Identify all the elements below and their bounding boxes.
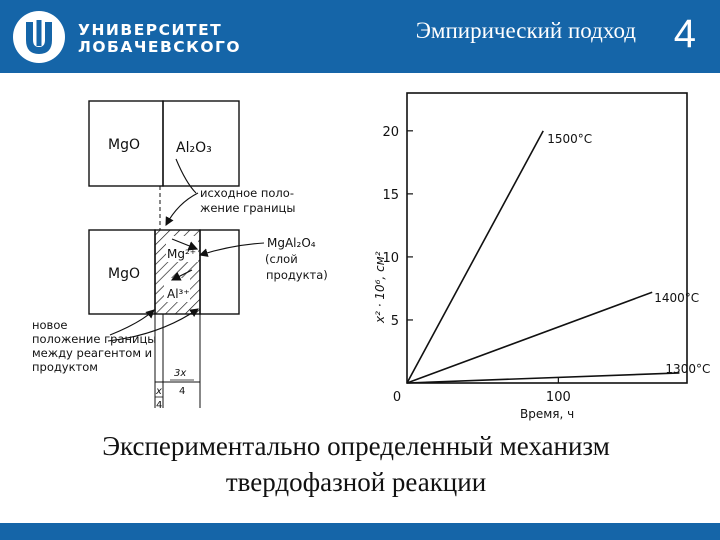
product-label-line3: продукта) — [266, 268, 328, 282]
initial-boundary-label-line1: исходное поло- — [200, 186, 294, 200]
new-boundary-label-line2: положение границы — [32, 332, 157, 346]
top-al2o3-label: Al₂O₃ — [176, 140, 212, 156]
reaction-mechanism-diagram — [0, 73, 360, 423]
y-tick-label: 15 — [382, 187, 399, 203]
series-line-1400c — [407, 292, 652, 383]
y-tick-label: 20 — [382, 124, 399, 140]
caption-line1: Экспериментально определенный механизм — [102, 431, 610, 461]
top-mgo-label: MgO — [108, 137, 140, 153]
y-axis-title: x² · 10⁶, см² — [373, 251, 387, 323]
dim-right-num: 3x — [174, 368, 187, 379]
bottom-right-block — [200, 230, 239, 314]
slide-title: Эмпирический подход — [415, 18, 636, 43]
dim-left-den: 4 — [156, 400, 163, 411]
university-name-line1: УНИВЕРСИТЕТ — [78, 21, 223, 39]
slide-caption — [0, 428, 712, 500]
caption-line2: твердофазной реакции — [225, 467, 487, 497]
figure-area — [0, 73, 720, 423]
bottom-mgo-label: MgO — [108, 266, 140, 282]
mg-ion-label: Mg²⁺ — [167, 247, 197, 261]
footer-bar — [0, 523, 720, 540]
new-boundary-label-line3: между реагентом и — [32, 346, 153, 360]
series-label: 1400°C — [654, 291, 700, 306]
product-label-line1: MgAl₂O₄ — [267, 236, 316, 250]
al-ion-label: Al³⁺ — [167, 287, 190, 301]
x-tick-label: 100 — [545, 390, 571, 405]
slide-number: 4 — [673, 12, 696, 56]
university-logo-icon — [12, 10, 66, 64]
product-label-line2: (слой — [265, 252, 298, 266]
series-label: 1300°C — [665, 361, 711, 376]
x-tick-label: 0 — [392, 390, 402, 405]
initial-boundary-label-line2: жение границы — [200, 201, 296, 215]
y-tick-label: 10 — [382, 250, 399, 266]
x-axis-title: Время, ч — [520, 407, 575, 421]
series-line-1300c — [407, 373, 679, 383]
new-boundary-label-line1: новое — [32, 318, 68, 332]
header-bar — [0, 0, 720, 73]
y-tick-label: 5 — [390, 313, 399, 329]
series-label: 1500°C — [547, 131, 593, 146]
series-line-1500c — [407, 131, 543, 383]
dim-right-den: 4 — [179, 386, 186, 397]
parabolic-growth-chart — [362, 73, 711, 423]
dim-left-num: x — [156, 386, 162, 397]
university-name-line2: ЛОБАЧЕВСКОГО — [78, 38, 242, 56]
new-boundary-label-line4: продуктом — [32, 360, 98, 374]
